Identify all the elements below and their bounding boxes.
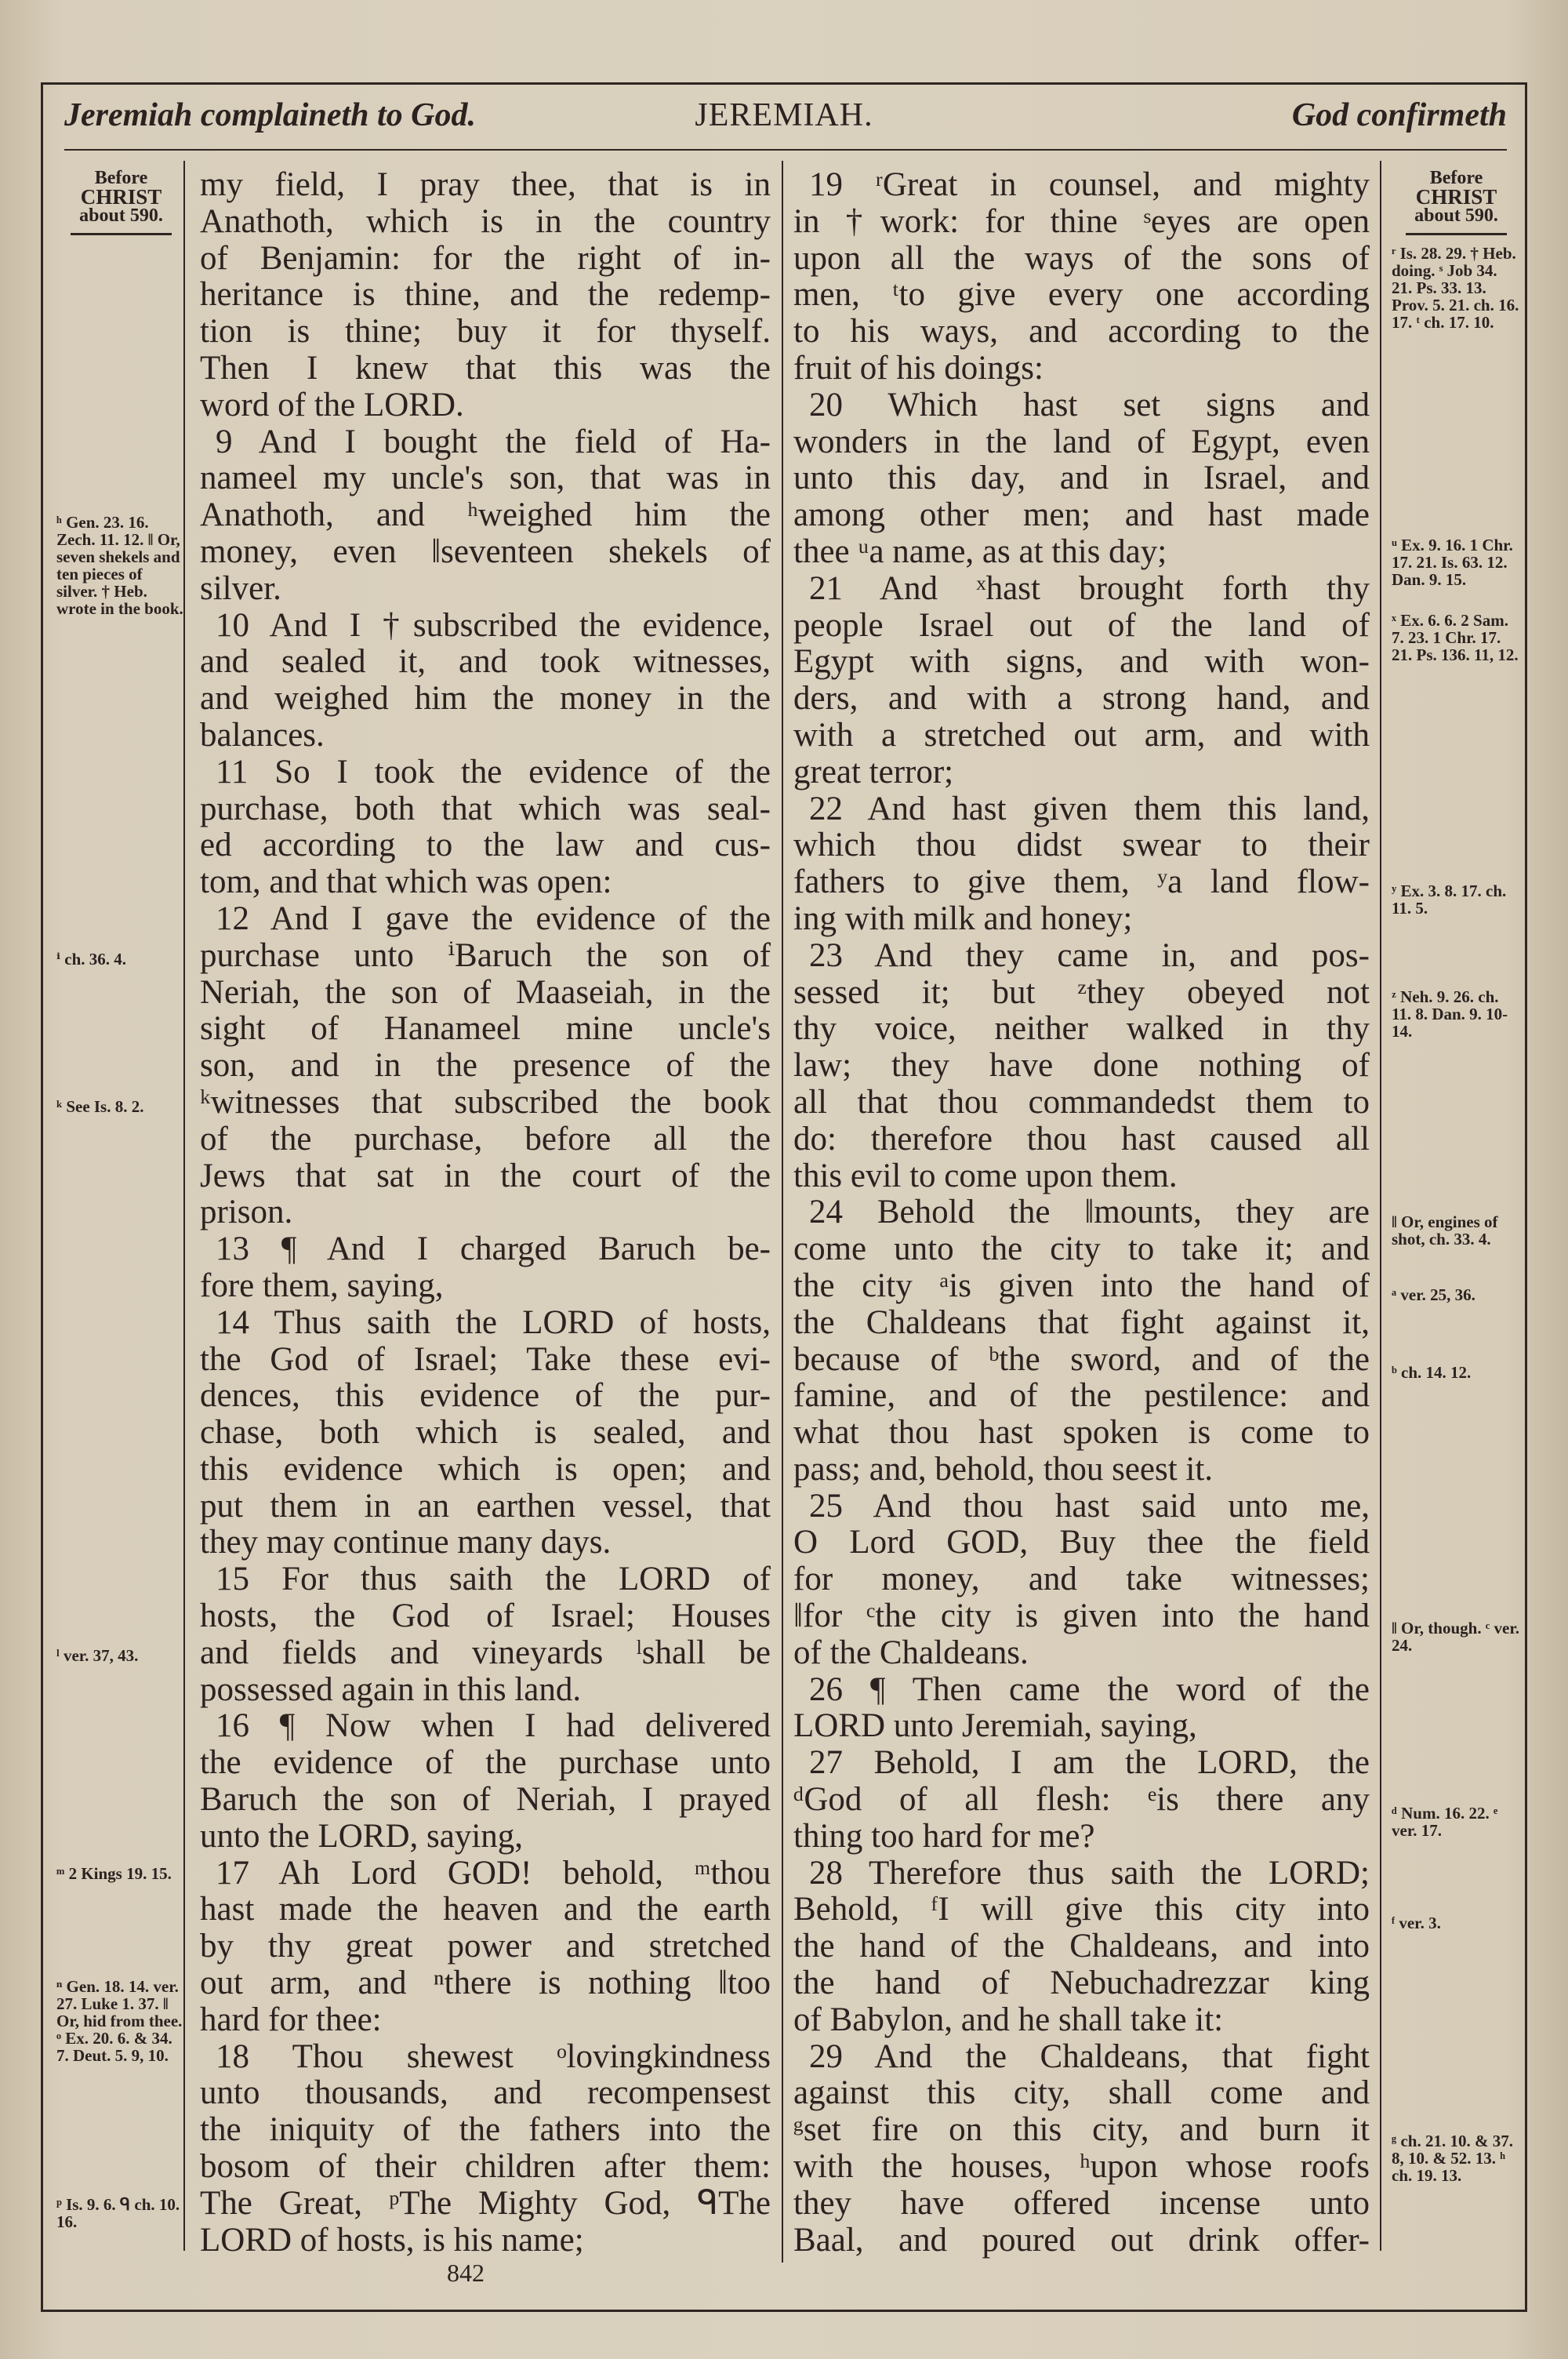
margin-note: ᵃ ver. 25, 36. (1392, 1285, 1475, 1304)
margin-note: ⁱ ch. 36. 4. (56, 950, 127, 969)
text-line: fore them, saying, (200, 1267, 444, 1304)
text-line: dences, this evidence of the pur- (200, 1377, 771, 1415)
text-line: purchase, both that which was seal- (200, 790, 771, 827)
text-line: Neriah, the son of Maaseiah, in the (200, 973, 771, 1011)
text-line: Anathoth, which is in the country (200, 202, 771, 240)
text-column-right (793, 167, 1370, 2259)
text-line: and sealed it, and took witnesses, (200, 643, 771, 681)
text-line: Jews that sat in the court of the (200, 1157, 771, 1194)
page-number: 842 (447, 2259, 485, 2287)
running-head-book: JEREMIAH. (695, 97, 873, 133)
text-line: 21 And ˣhast brought forth thy (809, 569, 1370, 607)
text-line: thy voice, neither walked in thy (793, 1010, 1370, 1048)
christ-label: CHRIST (1415, 185, 1497, 209)
text-line: sight of Hanameel mine uncle's (200, 1010, 771, 1048)
margin-note: ᵖ Is. 9. 6. ᑫ ch. 10. 16. (56, 2195, 180, 2231)
text-line: 16 ¶ Now when I had delivered (216, 1707, 771, 1745)
text-line: the God of Israel; Take these evi- (200, 1340, 771, 1378)
text-line: 25 And thou hast said unto me, (809, 1487, 1370, 1525)
text-line: hast made the heaven and the earth (200, 1891, 771, 1928)
text-line: 9 And I bought the field of Ha- (216, 423, 771, 460)
text-line: hard for thee: (200, 2001, 382, 2038)
text-line: against this city, shall come and (793, 2074, 1370, 2112)
text-line: they have offered incense unto (793, 2184, 1370, 2222)
text-line: with the houses, ʰupon whose roofs (793, 2148, 1370, 2186)
text-line: money, even ‖seventeen shekels of (200, 533, 771, 570)
text-line: do: therefore thou hast caused all (793, 1120, 1370, 1158)
margin-note: ˣ Ex. 6. 6. 2 Sam. 7. 23. 1 Chr. 17. 21. Ps. 136. 11, 12. (1392, 611, 1519, 664)
text-line: nameel my uncle's son, that was in (200, 460, 771, 497)
text-line: 11 So I took the evidence of the (216, 753, 771, 791)
text-line: 10 And I †subscribed the evidence, (216, 606, 771, 644)
text-line: LORD of hosts, is his name; (200, 2221, 584, 2259)
margin-note: ᵘ Ex. 9. 16. 1 Chr. 17. 21. Is. 63. 12. Dan. 9. 15. (1392, 536, 1513, 589)
text-line: of the Chaldeans. (793, 1634, 1029, 1671)
text-line: prison. (200, 1194, 293, 1231)
text-line: my field, I pray thee, that is in (200, 166, 771, 203)
text-line: 18 Thou shewest ᵒlovingkindness (216, 2037, 771, 2075)
text-line: thee ᵘa name, as at this day; (793, 533, 1167, 570)
text-line: heritance is thine, and the redemp- (200, 276, 771, 314)
text-line: come unto the city to take it; and (793, 1230, 1370, 1268)
text-line: thing too hard for me? (793, 1817, 1095, 1855)
text-line: O Lord GOD, Buy thee the field (793, 1524, 1370, 1561)
text-line: for money, and take witnesses; (793, 1561, 1370, 1598)
text-line: of Babylon, and he shall take it: (793, 2001, 1224, 2038)
text-line: 26 ¶ Then came the word of the (809, 1670, 1370, 1708)
text-line: because of ᵇthe sword, and of the (793, 1340, 1370, 1378)
text-column-left (200, 167, 771, 2259)
text-line: 27 Behold, I am the LORD, the (809, 1744, 1370, 1782)
text-line: people Israel out of the land of (793, 606, 1370, 644)
text-line: ing with milk and honey; (793, 900, 1133, 937)
text-line: Behold, ᶠI will give this city into (793, 1891, 1370, 1928)
text-line: great terror; (793, 753, 954, 791)
text-line: all that thou commandedst them to (793, 1083, 1370, 1121)
text-line: ᵏwitnesses that subscribed the book (200, 1083, 771, 1121)
text-line: unto this day, and in Israel, and (793, 460, 1370, 497)
text-line: which thou didst swear to their (793, 827, 1370, 864)
text-line: 15 For thus saith the LORD of (216, 1561, 771, 1598)
text-line: 22 And hast given them this land, (809, 790, 1370, 827)
before-christ-left (56, 169, 186, 235)
margin-note: ˡ ver. 37, 43. (56, 1646, 139, 1665)
text-line: ‖for ᶜthe city is given into the hand (793, 1598, 1370, 1635)
text-line: tion is thine; buy it for thyself. (200, 313, 771, 351)
text-line: Baal, and poured out drink offer- (793, 2221, 1370, 2259)
text-line: pass; and, behold, thou seest it. (793, 1450, 1214, 1488)
text-line: chase, both which is sealed, and (200, 1414, 771, 1452)
before-label: Before (1429, 168, 1483, 188)
text-line: famine, and of the pestilence: and (793, 1377, 1370, 1415)
text-line: out arm, and ⁿthere is nothing ‖too (200, 1965, 771, 2002)
text-line: bosom of their children after them: (200, 2148, 771, 2186)
text-line: possessed again in this land. (200, 1670, 582, 1708)
text-line: ᵍset fire on this city, and burn it (793, 2111, 1370, 2149)
text-line: 20 Which hast set signs and (809, 386, 1370, 423)
text-line: this evidence which is open; and (200, 1450, 771, 1488)
text-line: among other men; and hast made (793, 496, 1370, 534)
text-line: 24 Behold the ‖mounts, they are (809, 1194, 1370, 1231)
text-line: 17 Ah Lord GOD! behold, ᵐthou (216, 1854, 771, 1892)
text-line: the city ᵃis given into the hand of (793, 1267, 1370, 1304)
text-line: unto the LORD, saying, (200, 1817, 524, 1855)
text-line: by thy great power and stretched (200, 1928, 771, 1965)
text-line: wonders in the land of Egypt, even (793, 423, 1370, 460)
margin-note: ⁿ Gen. 18. 14. ver. 27. Luke 1. 37. ‖ Or, hid from thee. ᵒ Ex. 20. 6. & 34. 7. Deut. 5. 9, 10. (56, 1977, 183, 2065)
before-christ-right (1392, 169, 1521, 235)
text-line: sessed it; but ᶻthey obeyed not (793, 973, 1370, 1011)
text-line: ed according to the law and cus- (200, 827, 771, 864)
margin-note: ʳ Is. 28. 29. † Heb. doing. ˢ Job 34. 21. Ps. 33. 13. Prov. 5. 21. ch. 16. 17. ᵗ ch. 17. 10. (1392, 244, 1519, 332)
text-line: 23 And they came in, and pos- (809, 936, 1370, 974)
text-line: purchase unto ⁱBaruch the son of (200, 936, 771, 974)
text-line: this evil to come upon them. (793, 1157, 1178, 1194)
date-label: about 590. (79, 205, 163, 226)
margin-note: ‖ Or, though. ᶜ ver. 24. (1392, 1619, 1519, 1655)
header-rule (64, 149, 1507, 151)
margin-note: ‖ Or, engines of shot, ch. 33. 4. (1392, 1212, 1498, 1249)
running-head-right: God confirmeth (1291, 97, 1507, 133)
text-line: in †work: for thine ˢeyes are open (793, 202, 1370, 240)
text-line: upon all the ways of the sons of (793, 239, 1370, 277)
text-line: Egypt with signs, and with won- (793, 643, 1370, 681)
left-margin-divider (183, 161, 185, 2251)
text-line: law; they have done nothing of (793, 1047, 1370, 1085)
text-line: tom, and that which was open: (200, 863, 612, 901)
text-line: 13 ¶ And I charged Baruch be- (216, 1230, 771, 1268)
text-line: word of the LORD. (200, 386, 464, 423)
margin-note: ᶻ Neh. 9. 26. ch. 11. 8. Dan. 9. 10-14. (1392, 987, 1508, 1041)
text-line: unto thousands, and recompensest (200, 2074, 771, 2112)
text-line: Then I knew that this was the (200, 349, 771, 387)
margin-note: ᵐ 2 Kings 19. 15. (56, 1864, 172, 1883)
text-line: with a stretched out arm, and with (793, 716, 1370, 754)
text-line: of the purchase, before all the (200, 1120, 771, 1158)
text-line: 12 And I gave the evidence of the (216, 900, 771, 937)
text-line: the Chaldeans that fight against it, (793, 1303, 1370, 1341)
margin-note: ᵏ See Is. 8. 2. (56, 1097, 144, 1116)
text-line: 28 Therefore thus saith the LORD; (809, 1854, 1370, 1892)
text-line: Anathoth, and ʰweighed him the (200, 496, 771, 534)
text-line: 14 Thus saith the LORD of hosts, (216, 1303, 771, 1341)
text-line: the hand of Nebuchadrezzar king (793, 1965, 1370, 2002)
text-line: what thou hast spoken is come to (793, 1414, 1370, 1452)
text-line: of Benjamin: for the right of in- (200, 239, 771, 277)
date-rule (71, 233, 172, 235)
text-line: 19 ʳGreat in counsel, and mighty (809, 166, 1370, 203)
text-line: LORD unto Jeremiah, saying, (793, 1707, 1197, 1745)
margin-note: ʸ Ex. 3. 8. 17. ch. 11. 5. (1392, 881, 1507, 918)
text-line: to his ways, and according to the (793, 313, 1370, 351)
text-line: ᵈGod of all flesh: ᵉis there any (793, 1781, 1370, 1819)
date-rule (1406, 233, 1507, 235)
text-line: they may continue many days. (200, 1524, 612, 1561)
text-line: and fields and vineyards ˡshall be (200, 1634, 771, 1671)
text-line: balances. (200, 716, 325, 754)
text-line: The Great, ᵖThe Mighty God, ᑫThe (200, 2184, 771, 2222)
text-line: Baruch the son of Neriah, I prayed (200, 1781, 771, 1819)
before-label: Before (94, 168, 148, 188)
text-line: the iniquity of the fathers into the (200, 2111, 771, 2149)
running-head-left: Jeremiah complaineth to God. (64, 97, 476, 133)
text-line: fathers to give them, ʸa land flow- (793, 863, 1370, 901)
text-line: son, and in the presence of the (200, 1047, 771, 1085)
margin-note: ᵍ ch. 21. 10. & 37. 8, 10. & 52. 13. ʰ ch. 19. 13. (1392, 2132, 1513, 2185)
text-line: the evidence of the purchase unto (200, 1744, 771, 1782)
right-margin-divider (1380, 161, 1381, 2251)
text-line: and weighed him the money in the (200, 680, 771, 718)
text-line: men, ᵗto give every one according (793, 276, 1370, 314)
text-line: put them in an earthen vessel, that (200, 1487, 771, 1525)
column-divider (782, 161, 783, 2263)
text-line: silver. (200, 569, 281, 607)
margin-note: ᵇ ch. 14. 12. (1392, 1363, 1472, 1382)
christ-label: CHRIST (80, 185, 162, 209)
text-line: fruit of his doings: (793, 349, 1044, 387)
margin-note: ᶠ ver. 3. (1392, 1914, 1441, 1932)
text-line: 29 And the Chaldeans, that fight (809, 2037, 1370, 2075)
margin-note: ʰ Gen. 23. 16. Zech. 11. 12. ‖ Or, seven shekels and ten pieces of silver. † Heb. wrote in the book. (56, 513, 183, 618)
date-label: about 590. (1414, 205, 1498, 226)
margin-note: ᵈ Num. 16. 22. ᵉ ver. 17. (1392, 1804, 1498, 1840)
text-line: the hand of the Chaldeans, and into (793, 1928, 1370, 1965)
text-line: ders, and with a strong hand, and (793, 680, 1370, 718)
text-line: hosts, the God of Israel; Houses (200, 1598, 771, 1635)
